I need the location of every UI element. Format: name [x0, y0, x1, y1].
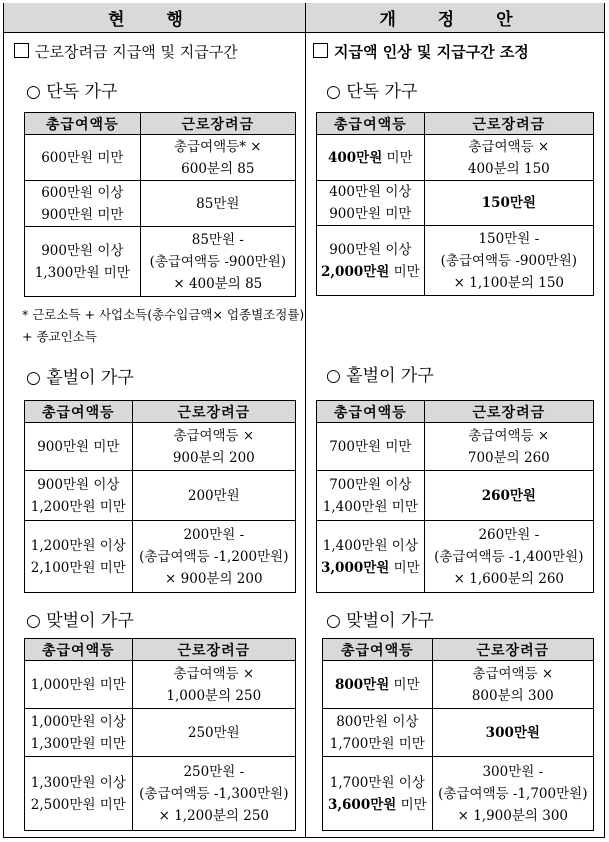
- current-dual-earner-table: 총급여액등 근로장려금 1,000만원 미만 총급여액등 × 1,000분의 250 1,000만원 이상 1,300만원 미만 250만원 1,300만원 이상 2,500만원 미만 250만원 - (총급여액등 -1,300만원) × 1,200분의 250: [24, 638, 296, 831]
- checkbox-square-icon: [14, 43, 29, 58]
- table-row: 1,300만원 이상 2,500만원 미만 250만원 - (총급여액등 -1,300만원) × 1,200분의 250: [25, 757, 296, 831]
- table-row: 900만원 미만 총급여액등 × 900분의 200: [25, 423, 296, 471]
- column-divider: [305, 3, 306, 838]
- revised-single-table: 총급여액등 근로장려금 400만원 미만 총급여액등 × 400분의 150 400만원 이상 900만원 미만 150만원 900만원 이상 2,000만원 미만 150만원 - (총급여액등 -900만원) × 1,100분의 150: [316, 112, 594, 296]
- current-single-earner-table: 총급여액등 근로장려금 900만원 미만 총급여액등 × 900분의 200 900만원 이상 1,200만원 미만 200만원 1,200만원 이상 2,100만원 미만 200만원 - (총급여액등 -1,200만원) × 900분의 200: [24, 400, 296, 593]
- table-row: 1,700만원 이상 3,600만원 미만 300만원 - (총급여액등 -1,700만원) × 1,900분의 300: [323, 757, 594, 831]
- table-row: 800만원 이상 1,700만원 미만 300만원: [323, 709, 594, 757]
- table-row: 700만원 미만 총급여액등 × 700분의 260: [317, 423, 594, 471]
- table-row: 1,000만원 이상 1,300만원 미만 250만원: [25, 709, 296, 757]
- checkbox-square-icon: [313, 43, 328, 58]
- revised-section-title: 지급액 인상 및 지급구간 조정: [313, 41, 529, 62]
- table-row: 1,400만원 이상 3,000만원 미만 260만원 - (총급여액등 -1,400만원) × 1,600분의 260: [317, 521, 594, 593]
- current-section-title: 근로장려금 지급액 및 지급구간: [14, 41, 238, 62]
- revised-single-title: ○ 단독 가구: [326, 82, 418, 102]
- table-row: 900만원 이상 1,300만원 미만 85만원 - (총급여액등 -900만원) × 400분의 85: [25, 227, 296, 297]
- revised-single-earner-title: ○ 홑벌이 가구: [326, 366, 434, 386]
- footnote: * 근로소득 + 사업소득(총수입금액× 업종별조정률) + 종교인소득: [22, 307, 305, 344]
- current-dual-earner-title: ○ 맞벌이 가구: [26, 611, 134, 631]
- table-row: 700만원 이상 1,400만원 미만 260만원: [317, 471, 594, 521]
- table-row: 400만원 미만 총급여액등 × 400분의 150: [317, 135, 594, 181]
- table-row: 600만원 미만 총급여액등* × 600분의 85: [25, 135, 296, 181]
- table-row: 400만원 이상 900만원 미만 150만원: [317, 181, 594, 226]
- table-row: 600만원 이상 900만원 미만 85만원: [25, 181, 296, 227]
- header-current: 현 행: [4, 3, 305, 33]
- table-row: 900만원 이상 2,000만원 미만 150만원 - (총급여액등 -900만원) × 1,100분의 150: [317, 226, 594, 296]
- table-row: 900만원 이상 1,200만원 미만 200만원: [25, 471, 296, 521]
- revised-single-earner-table: 총급여액등 근로장려금 700만원 미만 총급여액등 × 700분의 260 700만원 이상 1,400만원 미만 260만원 1,400만원 이상 3,000만원 미만 260만원 - (총급여액등 -1,400만원) × 1,600분의 260: [316, 400, 594, 593]
- header-revised: 개 정 안: [306, 3, 604, 33]
- col-header-income: 총급여액등: [25, 113, 141, 135]
- table-row: 1,000만원 미만 총급여액등 × 1,000분의 250: [25, 661, 296, 709]
- current-single-table: [24, 112, 296, 297]
- current-single-earner-title: ○ 홑벌이 가구: [26, 368, 134, 388]
- revised-dual-earner-table: 총급여액등 근로장려금 800만원 미만 총급여액등 × 800분의 300 800만원 이상 1,700만원 미만 300만원 1,700만원 이상 3,600만원 미만 300만원 - (총급여액등 -1,700만원) × 1,900분의 300: [322, 638, 594, 831]
- revised-dual-earner-title: ○ 맞벌이 가구: [326, 611, 434, 631]
- current-single-title: ○ 단독 가구: [26, 82, 118, 102]
- table-row: 1,200만원 이상 2,100만원 미만 200만원 - (총급여액등 -1,200만원) × 900분의 200: [25, 521, 296, 593]
- table-row: 800만원 미만 총급여액등 × 800분의 300: [323, 661, 594, 709]
- col-header-benefit: 근로장려금: [140, 113, 295, 135]
